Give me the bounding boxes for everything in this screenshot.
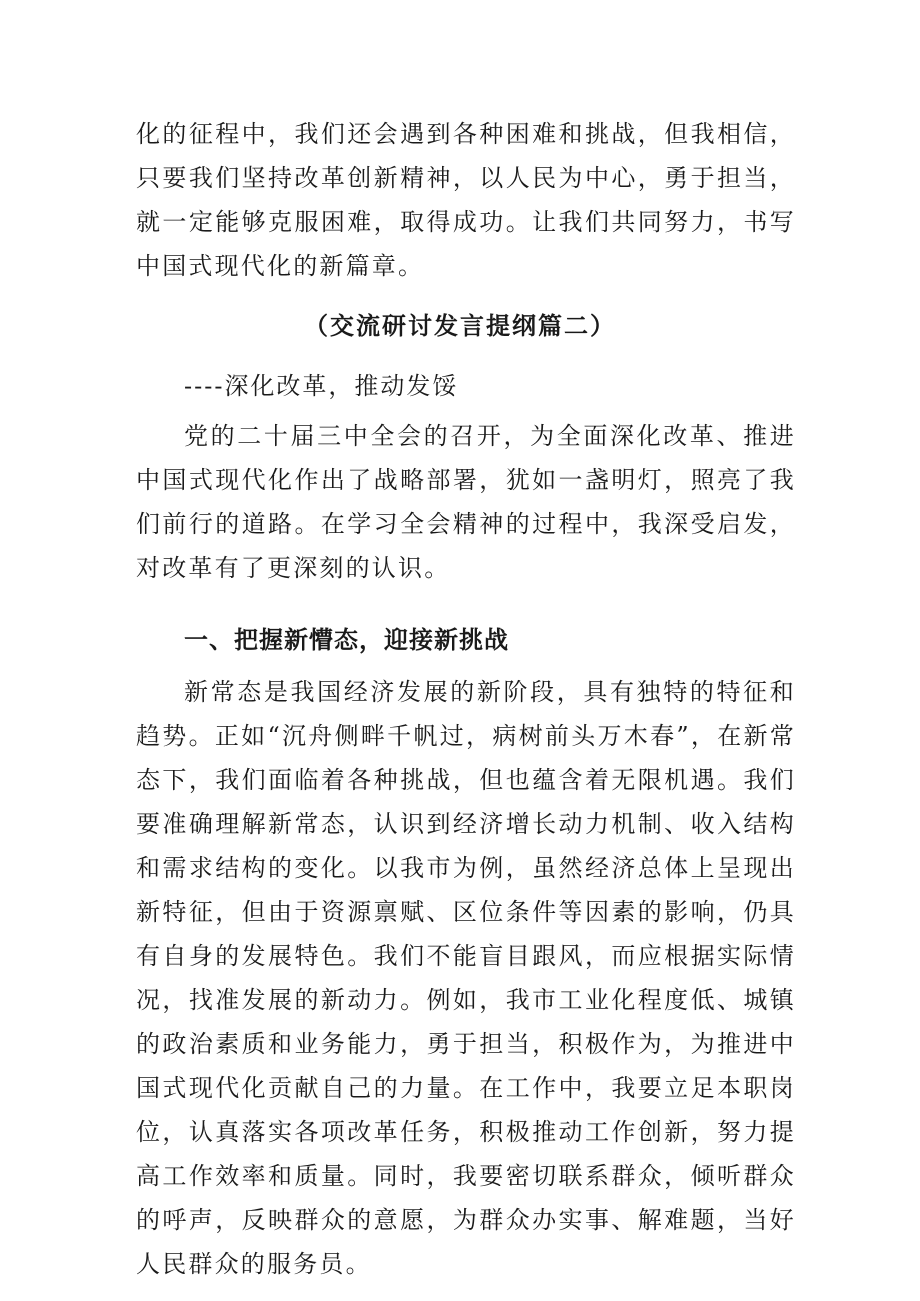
intro-paragraph: 党的二十届三中全会的召开，为全面深化改革、推进中国式现代化作出了战略部署，犹如一盏明灯，照亮了我们前行的道路。在学习全会精神的过程中，我深受启发，对改革有了更深刻的认识。 [136,422,796,582]
section-subtitle: ----深化改革，推动发馁 [184,372,459,400]
body-paragraph: 新常态是我国经济发展的新阶段，具有独特的特征和趋势。正如“沉舟侧畔千帆过，病树前头万木春”，在新常态下，我们面临着各种挑战，但也蕴含着无限机遇。我们要准确理解新常态，认识到经济增长动力机制、收入结构和需求结构的变化。以我市为例，虽然经济总体上呈现出新特征，但由于资源禀赋、区位条件等因素的影响，仍具有自身的发展特色。我们不能盲目跟风，而应根据实际情况，找准发展的新动力。例如，我市工业化程度低、城镇的政治素质和业务能力，勇于担当，积极作为，为推进中国式现代化贡献自己的力量。在工作中，我要立足本职岗位，认真落实各项改革任务，积极推动工作创新，努力提高工作效率和质量。同时，我要密切联系群众，倾听群众的呼声，反映群众的意愿，为群众办实事、解难题，当好人民群众的服务员。 [136,678,796,1278]
section-title: （交流研讨发言提纲篇二） [304,311,616,340]
section-heading-1: 一、把握新懵态，迎接新挑战 [184,626,509,654]
continuation-paragraph: 化的征程中，我们还会遇到各种困难和挑战，但我相信，只要我们坚持改革创新精神，以人民为中心，勇于担当，就一定能够克服困难，取得成功。让我们共同努力，书写中国式现代化的新篇章。 [136,120,796,280]
